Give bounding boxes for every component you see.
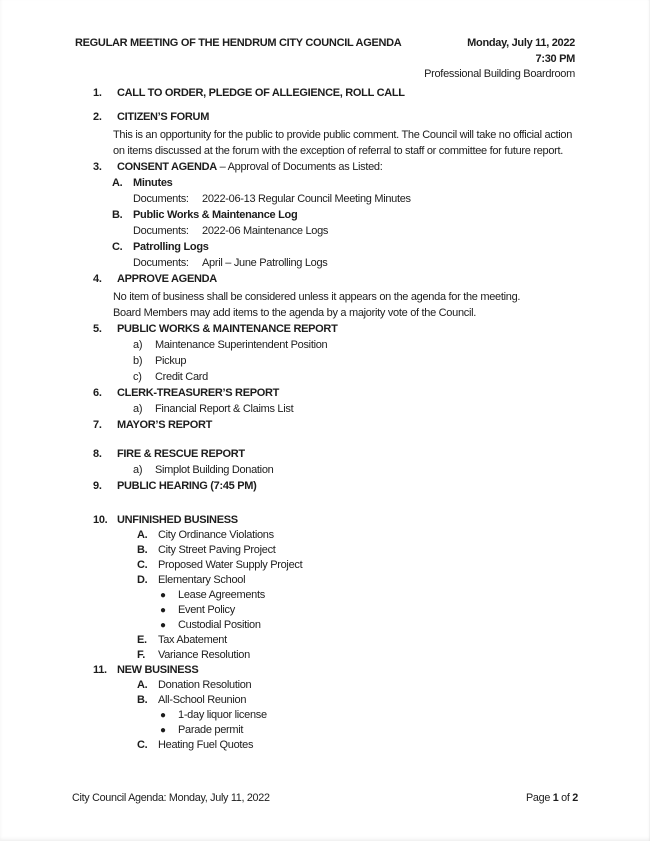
subitem-label: City Street Paving Project	[158, 543, 276, 556]
agenda-subitem	[0, 175, 650, 191]
item-number: 10.	[93, 513, 108, 526]
item-title: APPROVE AGENDA	[117, 272, 217, 285]
agenda-body	[0, 85, 650, 753]
agenda-subitem	[0, 633, 650, 648]
alpha-subitem	[0, 401, 650, 417]
document-header	[0, 0, 650, 83]
subitem-letter: F.	[137, 648, 145, 661]
bullet-item	[0, 618, 650, 633]
item-number: 9.	[93, 479, 102, 492]
subitem-letter: B.	[137, 543, 148, 556]
document-footer	[72, 791, 578, 805]
subitem-letter: C.	[137, 558, 148, 571]
agenda-item-9	[0, 478, 650, 494]
meeting-details	[424, 36, 575, 83]
subitem-label: Proposed Water Supply Project	[158, 558, 303, 571]
documents-row	[0, 191, 650, 207]
agenda-item-10	[0, 512, 650, 528]
subitem-label: All-School Reunion	[158, 693, 247, 706]
agenda-subitem	[0, 693, 650, 708]
item-number: 8.	[93, 447, 102, 460]
agenda-subitem	[0, 573, 650, 588]
subitem-label: Donation Resolution	[158, 678, 252, 691]
alpha-marker: a)	[133, 338, 143, 351]
item-title: FIRE & RESCUE REPORT	[117, 447, 245, 460]
subitem-letter: A.	[137, 528, 148, 541]
item-title: CLERK-TREASURER’S REPORT	[117, 386, 280, 399]
item-paragraph-line: This is an opportunity for the public to provide public comment. The Council will take no official action	[113, 128, 573, 141]
alpha-subitem	[0, 369, 650, 385]
item-title: CITIZEN’S FORUM	[117, 110, 210, 123]
documents-value: 2022-06-13 Regular Council Meeting Minutes	[202, 192, 411, 205]
subitem-label: Tax Abatement	[158, 633, 227, 646]
alpha-marker: a)	[133, 402, 143, 415]
subitem-label: City Ordinance Violations	[158, 528, 274, 541]
bullet-item	[0, 723, 650, 738]
meeting-location: Professional Building Boardroom	[424, 68, 575, 80]
alpha-marker: a)	[133, 463, 143, 476]
item-number: 6.	[93, 386, 102, 399]
subitem-letter: B.	[137, 693, 148, 706]
agenda-item-7	[0, 417, 650, 433]
agenda-item-4	[0, 271, 650, 287]
bullet-label: Lease Agreements	[178, 588, 265, 601]
alpha-label: Simplot Building Donation	[155, 463, 274, 476]
agenda-item-6	[0, 385, 650, 401]
item-number: 4.	[93, 272, 102, 285]
bullet-item	[0, 588, 650, 603]
item-title-suffix: – Approval of Documents as Listed:	[216, 160, 383, 173]
agenda-subitem	[0, 678, 650, 693]
item-title: CALL TO ORDER, PLEDGE OF ALLEGIENCE, ROLL CALL	[117, 86, 405, 99]
bullet-icon: ●	[160, 724, 166, 736]
agenda-subitem	[0, 239, 650, 255]
agenda-item-5	[0, 321, 650, 337]
alpha-subitem	[0, 462, 650, 478]
item-paragraph-line: No item of business shall be considered unless it appears on the agenda for the meeting.	[113, 290, 521, 303]
documents-value: April – June Patrolling Logs	[202, 256, 328, 269]
documents-label: Documents:	[133, 256, 189, 269]
item-title: PUBLIC WORKS & MAINTENANCE REPORT	[117, 322, 338, 335]
item-number: 11.	[93, 663, 107, 676]
bullet-item	[0, 603, 650, 618]
documents-row	[0, 255, 650, 271]
subitem-letter: C.	[112, 240, 123, 253]
bullet-label: Parade permit	[178, 723, 244, 736]
subitem-label: Variance Resolution	[158, 648, 250, 661]
alpha-subitem	[0, 337, 650, 353]
documents-value: 2022-06 Maintenance Logs	[202, 224, 329, 237]
bullet-icon: ●	[160, 604, 166, 616]
documents-label: Documents:	[133, 192, 189, 205]
page-number: 1	[552, 792, 559, 804]
meeting-date: Monday, July 11, 2022	[467, 37, 575, 49]
item-number: 3.	[93, 160, 102, 173]
item-title: PUBLIC HEARING (7:45 PM)	[117, 479, 257, 492]
item-number: 5.	[93, 322, 102, 335]
bullet-label: Custodial Position	[178, 618, 261, 631]
item-title: MAYOR’S REPORT	[117, 418, 213, 431]
subitem-label: Heating Fuel Quotes	[158, 738, 254, 751]
alpha-marker: b)	[133, 354, 143, 367]
page-indicator	[526, 791, 578, 805]
subitem-label: Patrolling Logs	[133, 240, 209, 253]
subitem-label: Public Works & Maintenance Log	[133, 208, 298, 221]
agenda-item-3	[0, 159, 650, 175]
agenda-subitem	[0, 528, 650, 543]
subitem-letter: A.	[137, 678, 148, 691]
item-title: CONSENT AGENDA	[117, 160, 217, 173]
agenda-subitem	[0, 543, 650, 558]
of-word: of	[558, 792, 573, 804]
agenda-item-2	[0, 109, 650, 125]
alpha-label: Credit Card	[155, 370, 208, 383]
alpha-label: Maintenance Superintendent Position	[155, 338, 328, 351]
alpha-subitem	[0, 353, 650, 369]
subitem-letter: C.	[137, 738, 148, 751]
item-paragraph-line: Board Members may add items to the agenda by a majority vote of the Council.	[113, 306, 477, 319]
agenda-subitem	[0, 738, 650, 753]
item-number: 1.	[93, 86, 102, 99]
footer-left-text: City Council Agenda: Monday, July 11, 2022	[72, 792, 270, 804]
bullet-icon: ●	[160, 589, 166, 601]
bullet-icon: ●	[160, 619, 166, 631]
agenda-subitem	[0, 207, 650, 223]
alpha-marker: c)	[133, 370, 142, 383]
agenda-item-1	[0, 85, 650, 101]
agenda-item-8	[0, 446, 650, 462]
item-paragraph-line: on items discussed at the forum with the exception of referral to staff or committee for future report.	[113, 144, 564, 157]
agenda-subitem	[0, 648, 650, 663]
subitem-letter: D.	[137, 573, 148, 586]
item-title: UNFINISHED BUSINESS	[117, 513, 238, 526]
documents-row	[0, 223, 650, 239]
subitem-label: Minutes	[133, 176, 173, 189]
page-word: Page	[526, 792, 553, 804]
page-total: 2	[572, 792, 578, 804]
item-title: NEW BUSINESS	[117, 663, 199, 676]
documents-label: Documents:	[133, 224, 189, 237]
agenda-subitem	[0, 558, 650, 573]
bullet-item	[0, 708, 650, 723]
bullet-label: Event Policy	[178, 603, 235, 616]
bullet-label: 1-day liquor license	[178, 708, 267, 721]
subitem-label: Elementary School	[158, 573, 246, 586]
item-number: 7.	[93, 418, 102, 431]
bullet-icon: ●	[160, 709, 166, 721]
subitem-letter: B.	[112, 208, 123, 221]
meeting-time: 7:30 PM	[535, 52, 575, 65]
meeting-title: REGULAR MEETING OF THE HENDRUM CITY COUNCIL AGENDA	[75, 37, 402, 49]
item-number: 2.	[93, 110, 102, 123]
subitem-letter: A.	[112, 176, 123, 189]
agenda-item-11	[0, 663, 650, 678]
alpha-label: Financial Report & Claims List	[155, 402, 294, 415]
subitem-letter: E.	[137, 633, 147, 646]
alpha-label: Pickup	[155, 354, 187, 367]
